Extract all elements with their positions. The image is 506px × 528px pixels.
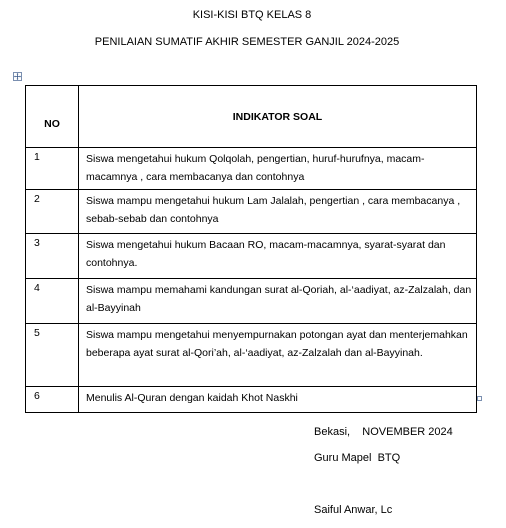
document-title: KISI-KISI BTQ KELAS 8	[192, 9, 312, 21]
signature-name: Saiful Anwar, Lc	[314, 504, 393, 516]
table-row	[26, 148, 477, 190]
row-indicator: Siswa mampu mengetahui hukum Lam Jalalah, pengertian , cara membacanya , sebab-sebab dan contohnya	[79, 190, 477, 234]
signature-role: Guru Mapel BTQ	[314, 452, 401, 464]
table-row	[26, 387, 477, 413]
table-row	[26, 190, 477, 234]
row-indicator: Siswa mampu memahami kandungan surat al-Qoriah, al-‘aadiyat, az-Zalzalah, dan al-Bayyinah	[79, 279, 477, 324]
header-indikator: INDIKATOR SOAL	[79, 86, 477, 148]
row-indicator: Menulis Al-Quran dengan kaidah Khot Naskhi	[79, 387, 477, 413]
header-no: NO	[26, 86, 79, 148]
row-indicator: Siswa mengetahui hukum Qolqolah, pengertian, huruf-hurufnya, macam-macamnya , cara membacanya dan contohnya	[79, 148, 477, 190]
table-header-row	[26, 86, 477, 148]
row-number: 4	[26, 279, 79, 324]
table-row	[26, 279, 477, 324]
row-number: 2	[26, 190, 79, 234]
signature-place-date: Bekasi, NOVEMBER 2024	[314, 426, 453, 438]
row-number: 5	[26, 324, 79, 387]
document-subtitle: PENILAIAN SUMATIF AKHIR SEMESTER GANJIL 2024-2025	[94, 36, 400, 48]
row-indicator: Siswa mengetahui hukum Bacaan RO, macam-macamnya, syarat-syarat dan contohnya.	[79, 234, 477, 279]
table-row	[26, 324, 477, 387]
row-number: 1	[26, 148, 79, 190]
row-number: 6	[26, 387, 79, 413]
indicator-table	[25, 85, 477, 413]
table-row	[26, 234, 477, 279]
row-indicator: Siswa mampu mengetahui menyempurnakan potongan ayat dan menterjemahkan beberapa ayat surat al-Qori’ah, al-‘aadiyat, az-Zalzalah dan al-Bayyinah.	[79, 324, 477, 387]
resize-handle-icon[interactable]	[477, 396, 482, 401]
row-number: 3	[26, 234, 79, 279]
move-arrows-icon[interactable]	[13, 72, 22, 81]
